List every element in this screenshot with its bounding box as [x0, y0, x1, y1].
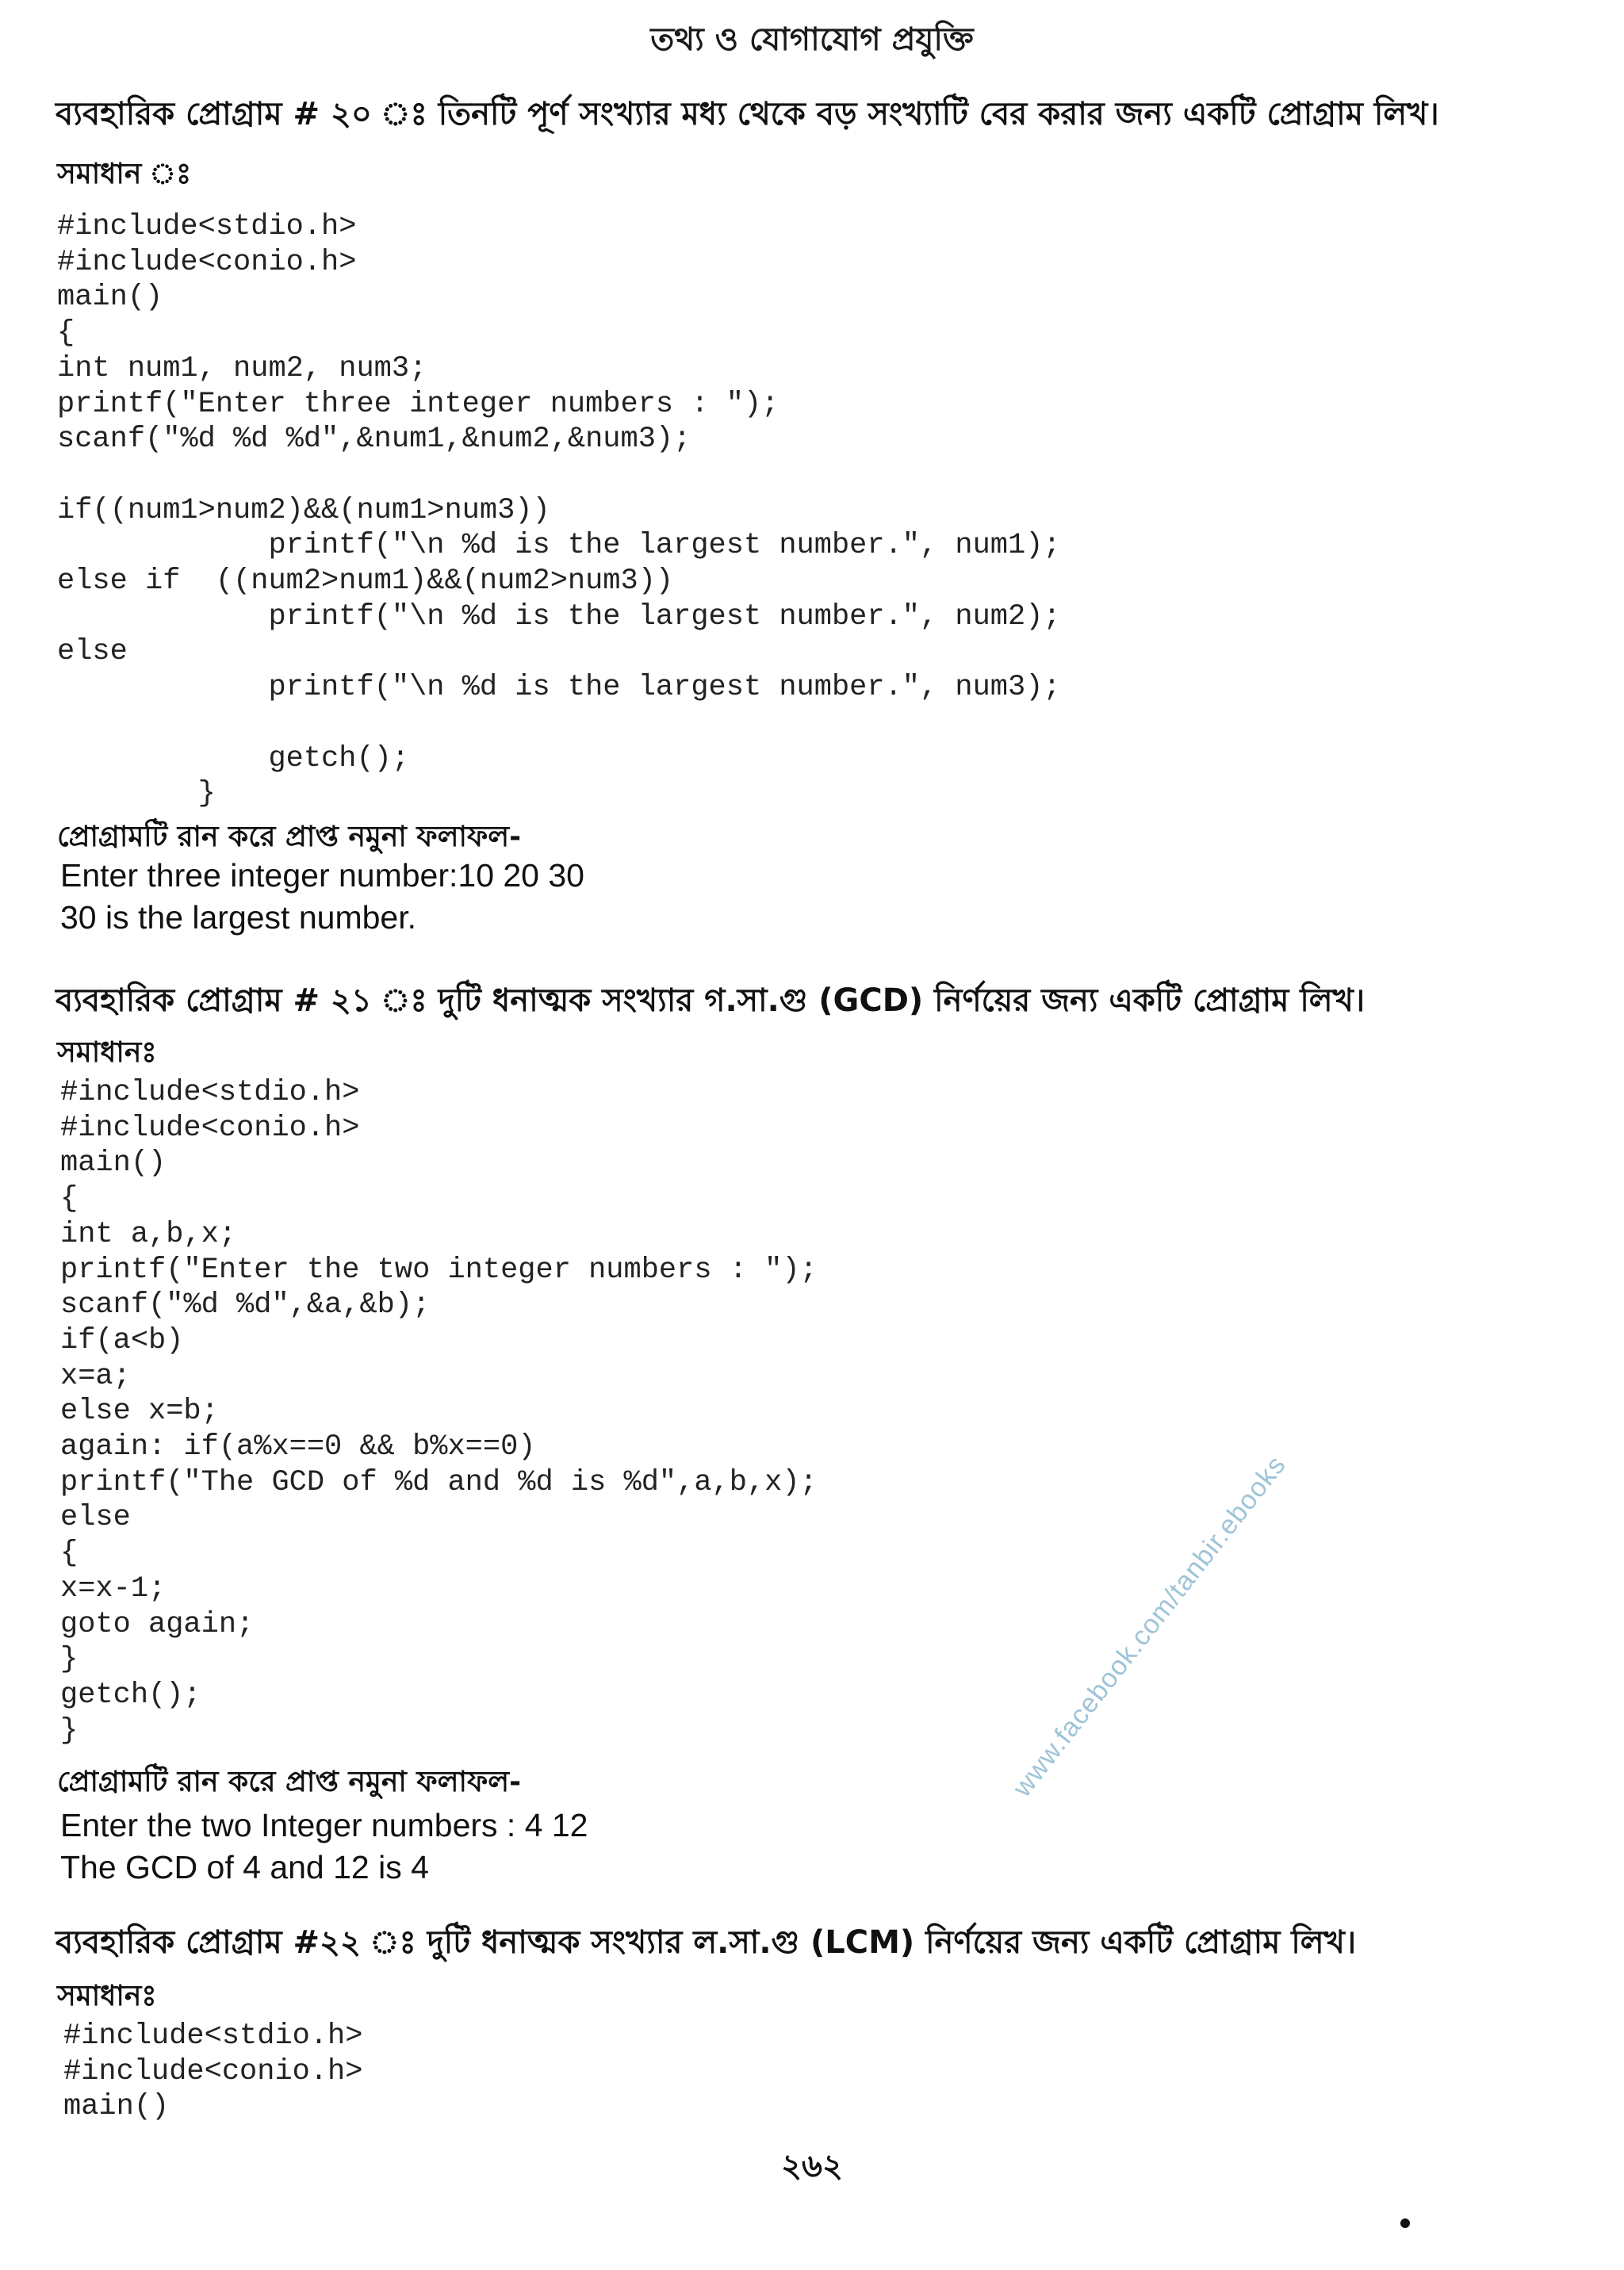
running-head: তথ্য ও যোগাযোগ প্রযুক্তি: [650, 21, 974, 58]
program-21-heading: ব্যবহারিক প্রোগ্রাম # ২১ ঃ দুটি ধনাত্মক সংখ্যার গ.সা.গু (GCD) নির্ণয়ের জন্য একটি প্রোগ্রাম লিখ।: [56, 982, 1365, 1019]
program-22-code: #include<stdio.h> #include<conio.h> main(): [63, 2019, 363, 2124]
ink-dot: [1400, 2218, 1410, 2228]
page-number: ২৬২: [780, 2148, 844, 2184]
output-line: Enter the two Integer numbers : 4 12: [60, 1807, 588, 1843]
program-21-output-label: প্রোগ্রামটি রান করে প্রাপ্ত নমুনা ফলাফল-: [57, 1766, 522, 1798]
program-20-heading: ব্যবহারিক প্রোগ্রাম # ২০ ঃ তিনটি পূর্ণ সংখ্যার মধ্য থেকে বড় সংখ্যাটি বের করার জন্য একটি প্রোগ্রাম লিখ।: [56, 96, 1439, 132]
watermark: www.facebook.com/tanbir.ebooks: [1007, 1449, 1293, 1803]
program-20-output: [60, 855, 584, 939]
program-20-output-label: প্রোগ্রামটি রান করে প্রাপ্ত নমুনা ফলাফল-: [57, 821, 522, 853]
output-line: 30 is the largest number.: [60, 899, 416, 936]
output-line: Enter three integer number:10 20 30: [60, 857, 584, 894]
program-22-heading: ব্যবহারিক প্রোগ্রাম #২২ ঃ দুটি ধনাত্মক সংখ্যার ল.সা.গু (LCM) নির্ণয়ের জন্য একটি প্রোগ্রাম লিখ।: [56, 1924, 1357, 1961]
program-21-solution-label: সমাধানঃ: [57, 1036, 157, 1069]
program-20-code: #include<stdio.h> #include<conio.h> main() { int num1, num2, num3; printf("Enter three integer numbers : "); scanf("%d %d %d",&num1,&num2,&num3); if((num1>num2)&&(num1>num3)) printf("\n %d is the largest number.", num1); else if ((num2>num1)&&(num2>num3)) printf("\n %d is the largest number.", num2); else printf("\n %d is the largest number.", num3); getch(); }: [57, 210, 1061, 811]
program-20-solution-label: সমাধান ঃ: [57, 158, 192, 190]
program-21-code: #include<stdio.h> #include<conio.h> main() { int a,b,x; printf("Enter the two integer numbers : "); scanf("%d %d",&a,&b); if(a<b) x=a; else x=b; again: if(a%x==0 && b%x==0) printf("The GCD of %d and %d is %d",a,b,x); else { x=x-1; goto again; } getch(); }: [60, 1076, 818, 1747]
program-22-solution-label: সমাধানঃ: [57, 1980, 157, 2012]
output-line: The GCD of 4 and 12 is 4: [60, 1849, 429, 1885]
program-21-output: [60, 1805, 588, 1889]
